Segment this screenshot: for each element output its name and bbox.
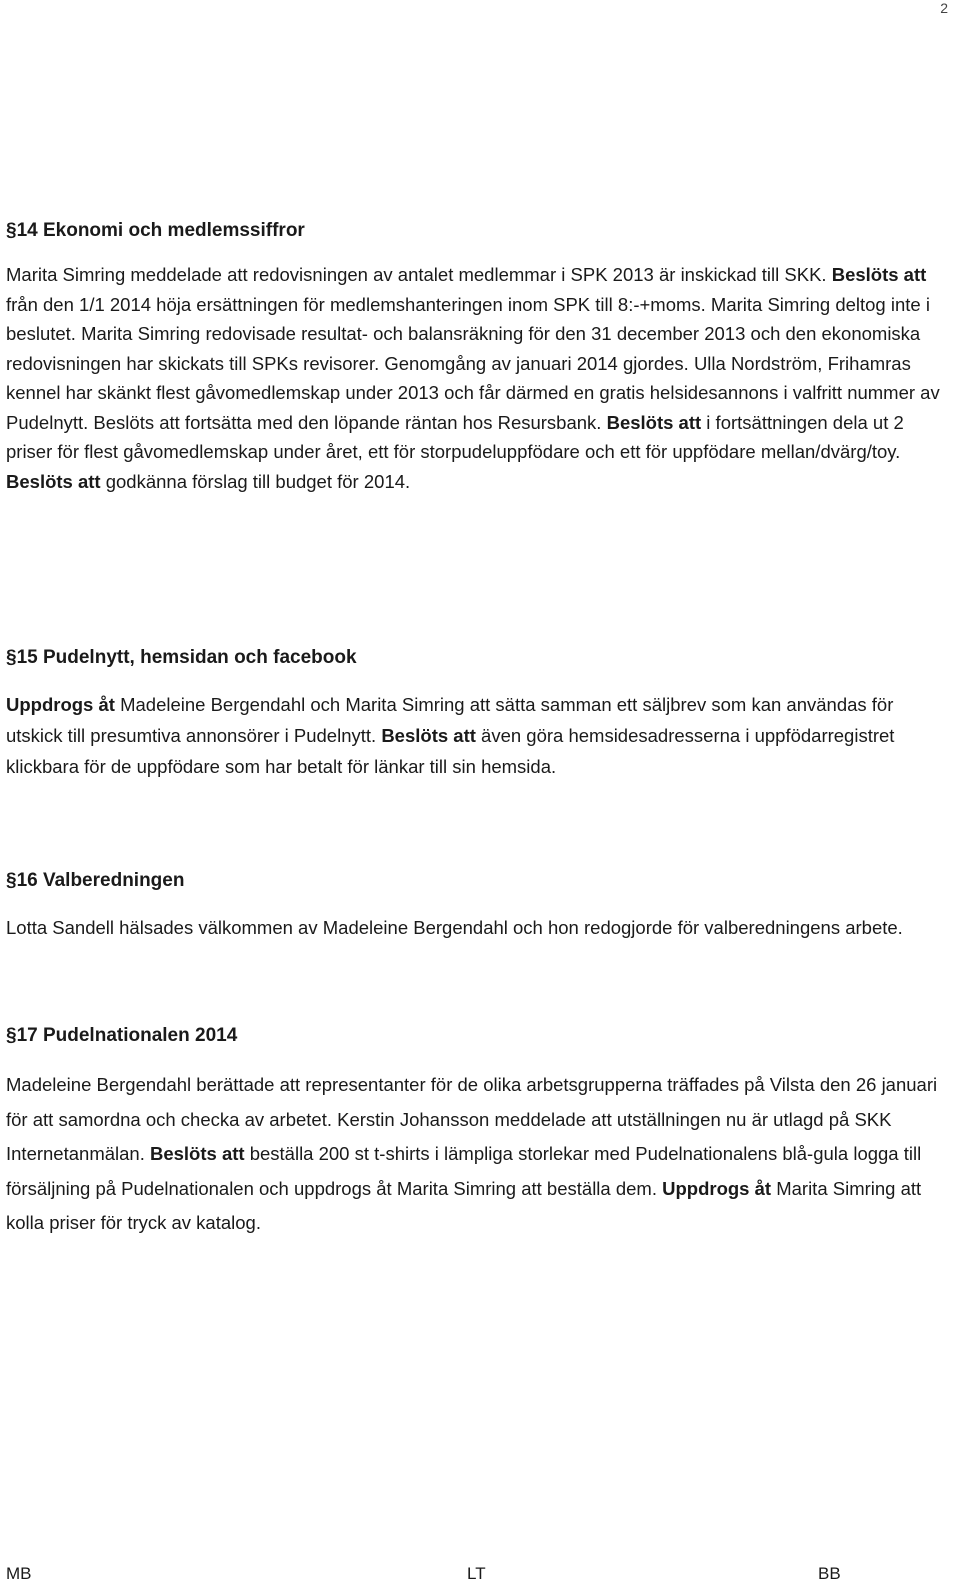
text-run: även göra hemsidesadresserna i uppfödarregistret klickbara för de uppfödare som har betalt för länkar till sin hemsida. [6,725,895,777]
footer-initials-center: LT [467,1564,486,1583]
section-17 [6,1024,946,1241]
footer-initials-right: BB [818,1564,841,1583]
section-body [6,260,946,496]
section-body [6,689,946,782]
bold-phrase: Uppdrogs åt [662,1177,772,1199]
text-run: i fortsättningen dela ut 2 priser för flest gåvomedlemskap under året, ett för storpudeluppfödare och ett för uppfödare mellan/dvärg/toy. [6,411,904,462]
bold-phrase: Beslöts att [606,411,702,433]
footer-initials [6,1564,946,1588]
section-heading: §14 Ekonomi och medlemssiffror [6,220,305,241]
bold-phrase: Beslöts att [381,725,476,746]
text-run: från den 1/1 2014 höja ersättningen för medlemshanteringen inom SPK till 8:-+moms. Marita Simring deltog inte i beslutet. Marita Simring redovisade resultat- och balansräkning för den 31 december 2013 och den ekonomiska redovisningen har skickats till SPKs revisorer. Genomgång av januari 2014 gjordes. Ulla Nordström, Frihamras kennel har skänkt flest gåvomedlemskap under 2013 och får därmed en gratis helsidesannons i valfritt nummer av Pudelnytt. Beslöts att fortsätta med den löpande räntan hos Resursbank. [6,293,940,433]
section-body [6,1068,946,1241]
section-15 [6,646,946,782]
text-run: Marita Simring meddelade att redovisningen av antalet medlemmar i SPK 2013 är inskickad till SKK. [6,264,832,285]
text-run: godkänna förslag till budget för 2014. [100,470,411,492]
section-heading: §17 Pudelnationalen 2014 [6,1025,238,1046]
bold-phrase: Beslöts att [149,1143,245,1164]
text-run: beställa 200 st t-shirts i lämpliga storlekar med Pudelnationalens blå-gula logga till försäljning på Pudelnationalen och uppdrogs åt Marita Simring att beställa dem. [6,1143,922,1199]
section-16 [6,869,946,943]
section-body [6,912,946,943]
section-heading: §16 Valberedningen [6,870,185,891]
text-run: Marita Simring att kolla priser för tryck av katalog. [6,1177,922,1233]
section-14 [6,219,946,496]
text-run: Madeleine Bergendahl och Marita Simring att sätta samman ett säljbrev som kan användas för utskick till presumtiva annonsörer i Pudelnytt. [6,694,894,746]
bold-phrase: Beslöts att [6,470,101,492]
footer-initials-left: MB [6,1564,32,1583]
bold-phrase: Uppdrogs åt [6,694,115,715]
section-heading: §15 Pudelnytt, hemsidan och facebook [6,647,357,668]
bold-phrase: Beslöts att [831,264,927,285]
page-number: 2 [940,0,948,16]
text-run: Lotta Sandell hälsades välkommen av Madeleine Bergendahl och hon redogjorde för valberedningens arbete. [6,917,903,938]
text-run: Madeleine Bergendahl berättade att representanter för de olika arbetsgrupperna träffades på Vilsta den 26 januari för att samordna och checka av arbetet. Kerstin Johansson meddelade att utställningen nu är utlagd på SKK Internetanmälan. [6,1074,938,1164]
